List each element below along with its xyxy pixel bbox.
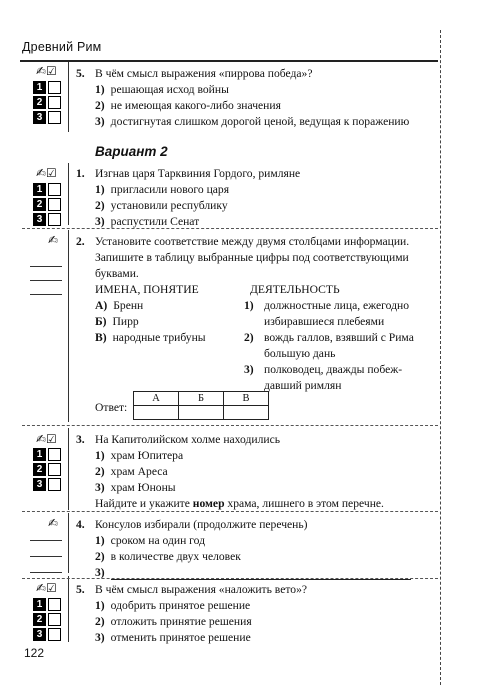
answer-header: В [224, 392, 269, 406]
instruction: Найдите и укажите номер храма, лишнего в этом перечне. [95, 497, 384, 510]
column-left-title: ИМЕНА, ПОНЯТИЕ [95, 283, 199, 296]
question-text: В чём смысл выражения «наложить вето»? [95, 583, 308, 596]
answer-boxes: 1 2 3 [33, 597, 63, 642]
left-rule [68, 428, 69, 510]
variant-title: Вариант 2 [95, 144, 168, 159]
option: 3) распустили Сенат [95, 215, 200, 228]
answer-checkbox[interactable] [48, 613, 61, 626]
answer-boxes: 1 2 3 [33, 182, 63, 227]
question-separator [22, 578, 438, 579]
answer-checkbox[interactable] [48, 478, 61, 491]
question-number: 1. [76, 167, 85, 180]
option: 2) в количестве двух человек [95, 550, 241, 563]
question-text: Консулов избирали (продолжите перечень) [95, 518, 308, 531]
answer-checkbox[interactable] [48, 598, 61, 611]
right-item-number: 1) [244, 299, 254, 312]
column-right-title: ДЕЯТЕЛЬНОСТЬ [250, 283, 340, 296]
option: 1) решающая исход войны [95, 83, 229, 96]
option: 1) храм Юпитера [95, 449, 184, 462]
option: 2) отложить принятие решения [95, 615, 252, 628]
answer-checkbox[interactable] [48, 628, 61, 641]
left-rule [68, 163, 69, 225]
answer-cell[interactable] [179, 406, 224, 420]
answer-line[interactable] [30, 572, 62, 573]
left-item: В) народные трибуны [95, 331, 206, 344]
answer-cell[interactable] [134, 406, 179, 420]
cut-line [440, 30, 441, 685]
answer-line[interactable] [30, 266, 62, 267]
question-text-line: Запишите в таблицу выбранные цифры под соответствующими [95, 251, 409, 264]
answer-checkbox[interactable] [48, 111, 61, 124]
right-item-line: большую дань [264, 347, 336, 360]
question-number: 4. [76, 518, 85, 531]
answer-checkbox[interactable] [48, 448, 61, 461]
question-separator [22, 425, 438, 426]
header-rule [20, 60, 438, 62]
running-header: Древний Рим [22, 40, 102, 54]
right-item-number: 3) [244, 363, 254, 376]
question-number: 3. [76, 433, 85, 446]
answer-header: А [134, 392, 179, 406]
question-text: На Капитолийском холме находились [95, 433, 281, 446]
pencil-icon: ✍ [48, 233, 59, 247]
pencil-check-icon: ✍☑ [36, 64, 57, 78]
question-text: Изгнав царя Тарквиния Гордого, римляне [95, 167, 301, 180]
question-separator [22, 511, 438, 512]
option-blank: 3) [95, 565, 411, 580]
answer-line[interactable] [30, 294, 62, 295]
option: 1) пригласили нового царя [95, 183, 230, 196]
answer-checkbox[interactable] [48, 81, 61, 94]
option: 1) сроком на один год [95, 534, 206, 547]
left-rule [68, 62, 69, 132]
answer-boxes: 1 2 3 [33, 80, 63, 125]
answer-boxes: 1 2 3 [33, 447, 63, 492]
answer-header: Б [179, 392, 224, 406]
right-item-line: давший римлян [264, 379, 342, 392]
answer-checkbox[interactable] [48, 96, 61, 109]
answer-line[interactable] [30, 280, 62, 281]
right-item-number: 2) [244, 331, 254, 344]
question-number: 5. [76, 583, 85, 596]
left-rule [68, 230, 69, 422]
question-separator [22, 228, 438, 229]
answer-checkbox[interactable] [48, 213, 61, 226]
left-item: Б) Пирр [95, 315, 139, 328]
right-item-line: избиравшиеся плебеями [264, 315, 385, 328]
left-item: А) Бренн [95, 299, 144, 312]
question-number: 5. [76, 67, 85, 80]
pencil-check-icon: ✍☑ [36, 166, 57, 180]
option: 2) не имеющая какого-либо значения [95, 99, 281, 112]
right-item-line: полководец, дважды побеж- [264, 363, 403, 376]
option: 2) установили республику [95, 199, 228, 212]
pencil-check-icon: ✍☑ [36, 432, 57, 446]
page-number: 122 [24, 646, 45, 660]
answer-cell[interactable] [224, 406, 269, 420]
answer-checkbox[interactable] [48, 198, 61, 211]
option: 3) отменить принятое решение [95, 631, 251, 644]
left-rule [68, 513, 69, 573]
question-number: 2. [76, 235, 85, 248]
right-item-line: вождь галлов, взявший с Рима [264, 331, 414, 344]
answer-line[interactable] [30, 540, 62, 541]
option: 3) храм Юноны [95, 481, 176, 494]
question-text-line: буквами. [95, 267, 139, 280]
question-text: В чём смысл выражения «пиррова победа»? [95, 67, 313, 80]
option: 2) храм Ареса [95, 465, 168, 478]
question-text-line: Установите соответствие между двумя столбцами информации. [95, 235, 410, 248]
answer-line[interactable] [30, 556, 62, 557]
pencil-check-icon: ✍☑ [36, 581, 57, 595]
answer-checkbox[interactable] [48, 183, 61, 196]
option: 1) одобрить принятое решение [95, 599, 251, 612]
answer-table [133, 391, 269, 420]
answer-checkbox[interactable] [48, 463, 61, 476]
left-rule [68, 576, 69, 642]
answer-label: Ответ: [95, 401, 128, 414]
option: 3) достигнутая слишком дорогой ценой, ведущая к поражению [95, 115, 410, 128]
right-item-line: должностные лица, ежегодно [264, 299, 409, 312]
pencil-icon: ✍ [48, 516, 59, 530]
